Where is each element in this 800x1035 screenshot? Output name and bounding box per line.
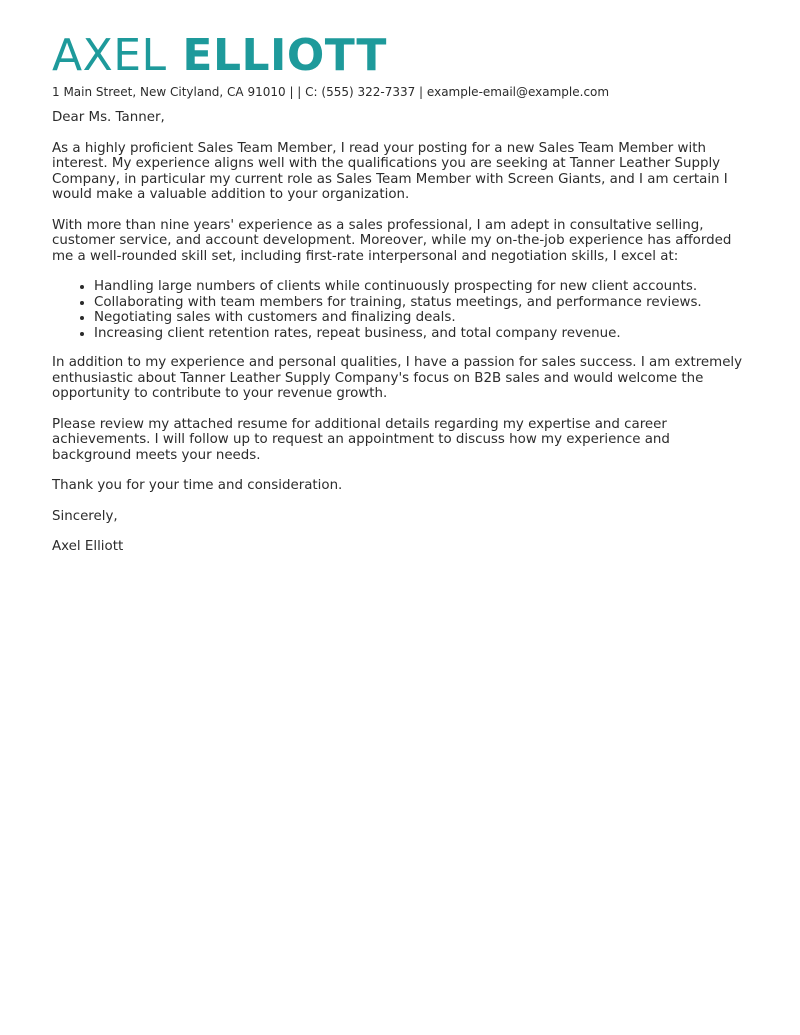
letter-paragraph-5: Thank you for your time and consideration. — [52, 478, 343, 493]
contact-line: 1 Main Street, New Cityland, CA 91010 | | C: (555) 322-7337 | example-email@example.com — [52, 85, 610, 99]
applicant-first-name: AXEL — [52, 30, 167, 81]
skills-list — [52, 279, 752, 341]
list-item: • Collaborating with team members for training, status meetings, and performance reviews. — [94, 295, 752, 311]
cover-letter-page — [52, 30, 752, 570]
applicant-name — [52, 30, 752, 81]
closing: Sincerely, — [52, 508, 118, 524]
list-item: • Increasing client retention rates, repeat business, and total company revenue. — [94, 326, 752, 342]
letter-paragraph-3: In addition to my experience and personal qualities, I have a passion for sales success. I am extremely enthusiastic about Tanner Leather Supply Company's focus on B2B sales and would welcome the opportunity to contribute to your revenue growth. — [52, 355, 743, 401]
list-item: • Handling large numbers of clients while continuously prospecting for new client accounts. — [94, 279, 752, 295]
letter-paragraph-1: As a highly proficient Sales Team Member, I read your posting for a new Sales Team Member with interest. My experience aligns well with the qualifications you are seeking at Tanner Leather Supply Company, in particular my current role as Sales Team Member with Screen Giants, and I am certain I would make a valuable addition to your organization. — [52, 140, 728, 202]
applicant-last-name: ELLIOTT — [182, 30, 387, 81]
letter-body — [52, 110, 752, 555]
list-item: • Negotiating sales with customers and finalizing deals. — [94, 310, 752, 326]
signature: Axel Elliott — [52, 539, 124, 554]
letter-paragraph-2: With more than nine years' experience as a sales professional, I am adept in consultative selling, customer service, and account development. Moreover, while my on-the-job experience has afforded me a well-rounded skill set, including first-rate interpersonal and negotiation skills, I excel at: — [52, 217, 732, 264]
salutation: Dear Ms. Tanner, — [52, 110, 165, 125]
letter-paragraph-4: Please review my attached resume for additional details regarding my expertise and career achievements. I will follow up to request an appointment to discuss how my experience and background meets your needs. — [52, 416, 670, 463]
